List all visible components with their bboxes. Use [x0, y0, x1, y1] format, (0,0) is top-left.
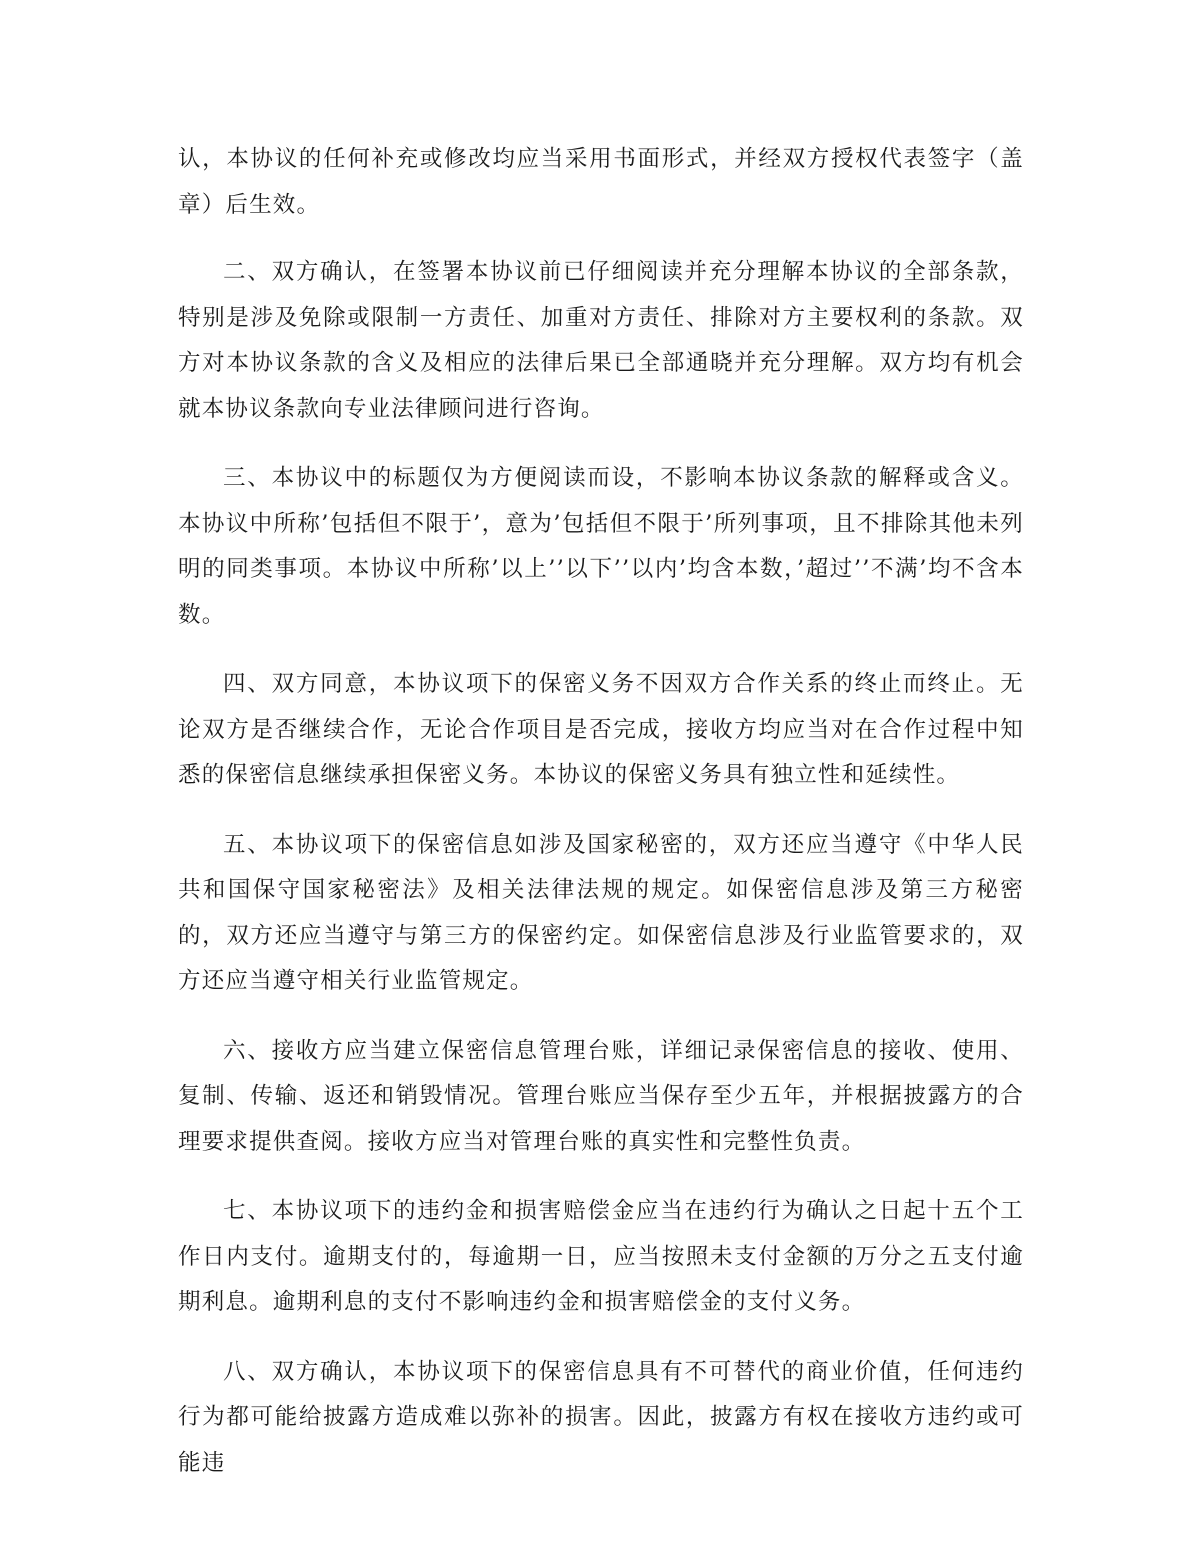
document-page: [178, 137, 1024, 1510]
clause-8: 八、双方确认，本协议项下的保密信息具有不可替代的商业价值，任何违约行为都可能给披露方造成难以弥补的损害。因此，披露方有权在接收方违约或可能违: [178, 1358, 1024, 1476]
clause-5: 五、本协议项下的保密信息如涉及国家秘密的，双方还应当遵守《中华人民共和国保守国家秘密法》及相关法律法规的规定。如保密信息涉及第三方秘密的，双方还应当遵守与第三方的保密约定。如保密信息涉及行业监管要求的，双方还应当遵守相关行业监管规定。: [178, 831, 1024, 994]
clause-3: 三、本协议中的标题仅为方便阅读而设，不影响本协议条款的解释或含义。本协议中所称’包括但不限于’，意为’包括但不限于’所列事项，且不排除其他未列明的同类事项。本协议中所称’以上’’以下’’以内’均含本数，’超过’’不满’均不含本数。: [178, 465, 1024, 628]
clause-4: 四、双方同意，本协议项下的保密义务不因双方合作关系的终止而终止。无论双方是否继续合作，无论合作项目是否完成，接收方均应当对在合作过程中知悉的保密信息继续承担保密义务。本协议的保密义务具有独立性和延续性。: [178, 671, 1024, 788]
paragraph-continuation: 认，本协议的任何补充或修改均应当采用书面形式，并经双方授权代表签字（盖章）后生效。: [178, 146, 1024, 218]
clause-7: 七、本协议项下的违约金和损害赔偿金应当在违约行为确认之日起十五个工作日内支付。逾期支付的，每逾期一日，应当按照未支付金额的万分之五支付逾期利息。逾期利息的支付不影响违约金和损害赔偿金的支付义务。: [178, 1198, 1024, 1315]
clause-6: 六、接收方应当建立保密信息管理台账，详细记录保密信息的接收、使用、复制、传输、返还和销毁情况。管理台账应当保存至少五年，并根据披露方的合理要求提供查阅。接收方应当对管理台账的真实性和完整性负责。: [178, 1037, 1024, 1155]
clause-2: 二、双方确认，在签署本协议前已仔细阅读并充分理解本协议的全部条款，特别是涉及免除或限制一方责任、加重对方责任、排除对方主要权利的条款。双方对本协议条款的含义及相应的法律后果已全部通晓并充分理解。双方均有机会就本协议条款向专业法律顾问进行咨询。: [178, 259, 1024, 422]
